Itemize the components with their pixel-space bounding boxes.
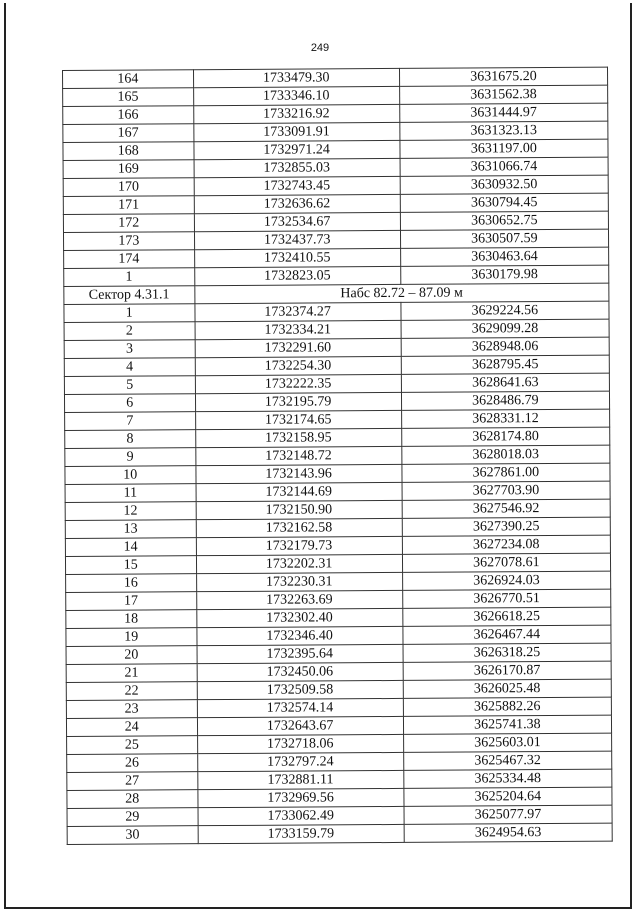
point-number: 166 [63,106,194,125]
x-coordinate: 1732230.31 [196,572,402,591]
x-coordinate: 1732971.24 [193,140,399,159]
y-coordinate: 3626025.48 [403,679,611,698]
y-coordinate: 3625467.32 [403,751,611,770]
y-coordinate: 3631444.97 [399,103,607,122]
point-number: 13 [65,520,196,539]
y-coordinate: 3626924.03 [402,571,610,590]
x-coordinate: 1732162.58 [196,518,402,537]
x-coordinate: 1732202.31 [196,554,402,573]
x-coordinate: 1732450.06 [197,662,403,681]
y-coordinate: 3625334.48 [404,769,612,788]
point-number: 174 [64,250,195,269]
point-number: 23 [66,700,197,719]
point-number: 26 [67,754,198,773]
point-number: 172 [63,214,194,233]
x-coordinate: 1732574.14 [197,698,403,717]
y-coordinate: 3626770.51 [402,589,610,608]
point-number: 12 [65,502,196,521]
point-number: 28 [67,790,198,809]
y-coordinate: 3627234.08 [402,535,610,554]
x-coordinate: 1732509.58 [197,680,403,699]
x-coordinate: 1732437.73 [194,230,400,249]
x-coordinate: 1733479.30 [193,68,399,87]
x-coordinate: 1733216.92 [193,104,399,123]
x-coordinate: 1733091.91 [193,122,399,141]
point-number: 167 [63,124,194,143]
point-number: 1 [64,268,195,287]
point-number: 5 [64,376,195,395]
point-number: 10 [65,466,196,485]
point-number: 20 [66,646,197,665]
point-number: 15 [65,556,196,575]
x-coordinate: 1732174.65 [195,410,401,429]
y-coordinate: 3625077.97 [404,805,612,824]
x-coordinate: 1732144.69 [196,482,402,501]
point-number: 11 [65,484,196,503]
point-number: 25 [67,736,198,755]
x-coordinate: 1732334.21 [195,320,401,339]
x-coordinate: 1732410.55 [194,248,400,267]
y-coordinate: 3630179.98 [400,265,608,284]
x-coordinate: 1732263.69 [196,590,402,609]
page-number: 249 [310,42,330,54]
y-coordinate: 3627703.90 [402,481,610,500]
y-coordinate: 3626170.87 [403,661,611,680]
x-coordinate: 1732743.45 [194,176,400,195]
x-coordinate: 1732643.67 [197,716,403,735]
x-coordinate: 1732855.03 [194,158,400,177]
y-coordinate: 3631066.74 [400,157,608,176]
x-coordinate: 1732797.24 [197,752,403,771]
y-coordinate: 3625603.01 [403,733,611,752]
y-coordinate: 3628174.80 [401,427,609,446]
x-coordinate: 1732148.72 [195,446,401,465]
y-coordinate: 3628641.63 [401,373,609,392]
table-row [67,823,612,844]
y-coordinate: 3630463.64 [400,247,608,266]
point-number: 19 [66,628,197,647]
y-coordinate: 3624954.63 [404,823,612,842]
x-coordinate: 1733062.49 [198,806,404,825]
y-coordinate: 3630794.45 [400,193,608,212]
x-coordinate: 1732179.73 [196,536,402,555]
point-number: 3 [64,340,195,359]
y-coordinate: 3628795.45 [401,355,609,374]
point-number: 1 [64,304,195,323]
sector-label: Сектор 4.31.1 [64,286,195,305]
y-coordinate: 3631197.00 [400,139,608,158]
point-number: 14 [65,538,196,557]
y-coordinate: 3626618.25 [403,607,611,626]
point-number: 24 [66,718,197,737]
y-coordinate: 3628948.06 [401,337,609,356]
coordinates-table-bottom [64,301,612,844]
x-coordinate: 1732534.67 [194,212,400,231]
coordinates-table [62,67,613,845]
y-coordinate: 3629224.56 [401,301,609,320]
x-coordinate: 1732222.35 [195,374,401,393]
point-number: 18 [66,610,197,629]
point-number: 16 [66,574,197,593]
y-coordinate: 3627861.00 [402,463,610,482]
y-coordinate: 3627390.25 [402,517,610,536]
y-coordinate: 3627546.92 [402,499,610,518]
y-coordinate: 3627078.61 [402,553,610,572]
y-coordinate: 3631562.38 [399,85,607,104]
x-coordinate: 1732143.96 [195,464,401,483]
point-number: 171 [63,196,194,215]
y-coordinate: 3628018.03 [402,445,610,464]
x-coordinate: 1732302.40 [196,608,402,627]
y-coordinate: 3630652.75 [400,211,608,230]
y-coordinate: 3625741.38 [403,715,611,734]
y-coordinate: 3626318.25 [403,643,611,662]
y-coordinate: 3625204.64 [404,787,612,806]
point-number: 168 [63,142,194,161]
point-number: 165 [63,88,194,107]
x-coordinate: 1732195.79 [195,392,401,411]
coordinates-table-top [63,67,609,286]
y-coordinate: 3625882.26 [403,697,611,716]
x-coordinate: 1732881.11 [197,770,403,789]
point-number: 6 [64,394,195,413]
x-coordinate: 1732291.60 [195,338,401,357]
x-coordinate: 1732823.05 [194,266,400,285]
x-coordinate: 1732374.27 [194,302,400,321]
point-number: 7 [65,412,196,431]
y-coordinate: 3630932.50 [400,175,608,194]
x-coordinate: 1732346.40 [196,626,402,645]
x-coordinate: 1732158.95 [195,428,401,447]
x-coordinate: 1732718.06 [197,734,403,753]
y-coordinate: 3629099.28 [401,319,609,338]
point-number: 8 [65,430,196,449]
y-coordinate: 3630507.59 [400,229,608,248]
point-number: 164 [63,70,194,89]
y-coordinate: 3628486.79 [401,391,609,410]
y-coordinate: 3631323.13 [400,121,608,140]
x-coordinate: 1732150.90 [196,500,402,519]
point-number: 29 [67,808,198,827]
x-coordinate: 1733346.10 [193,86,399,105]
point-number: 173 [63,232,194,251]
point-number: 21 [66,664,197,683]
point-number: 17 [66,592,197,611]
x-coordinate: 1732636.62 [194,194,400,213]
point-number: 27 [67,772,198,791]
point-number: 2 [64,322,195,341]
point-number: 9 [65,448,196,467]
point-number: 30 [67,826,198,845]
x-coordinate: 1733159.79 [198,824,404,843]
point-number: 4 [64,358,195,377]
x-coordinate: 1732969.56 [197,788,403,807]
point-number: 170 [63,178,194,197]
x-coordinate: 1732395.64 [197,644,403,663]
point-number: 169 [63,160,194,179]
point-number: 22 [66,682,197,701]
y-coordinate: 3628331.12 [401,409,609,428]
y-coordinate: 3631675.20 [399,67,607,86]
x-coordinate: 1732254.30 [195,356,401,375]
sector-height-range: Набс 82.72 – 87.09 м [194,283,609,304]
y-coordinate: 3626467.44 [403,625,611,644]
